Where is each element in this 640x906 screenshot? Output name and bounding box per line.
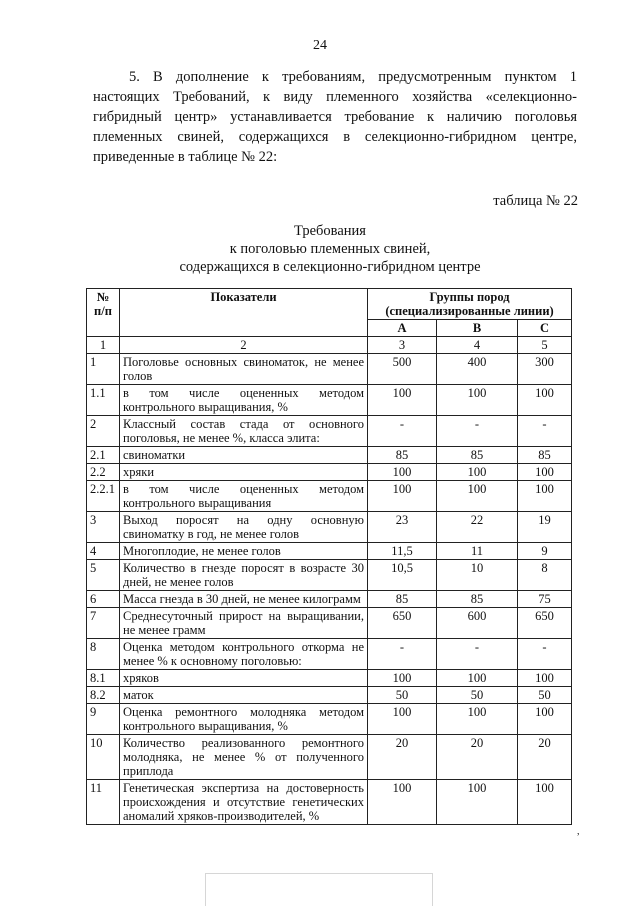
column-number: 2 (120, 337, 368, 354)
header-group-b: В (437, 320, 518, 337)
row-num: 7 (87, 608, 120, 639)
value-a: 100 (368, 464, 437, 481)
table-row (87, 481, 572, 512)
table-row (87, 354, 572, 385)
row-num: 8.1 (87, 670, 120, 687)
row-num: 5 (87, 560, 120, 591)
table-title (0, 222, 640, 276)
row-num: 6 (87, 591, 120, 608)
column-number: 1 (87, 337, 120, 354)
table-row (87, 464, 572, 481)
value-b: 22 (437, 512, 518, 543)
value-a: - (368, 416, 437, 447)
row-indicator: Классный состав стада от основного поголовья, не менее %, класса элита: (120, 416, 368, 447)
value-c: 85 (518, 447, 572, 464)
value-a: 100 (368, 670, 437, 687)
row-indicator: Количество реализованного ремонтного молодняка, не менее % от полученного приплода (120, 735, 368, 780)
value-b: - (437, 416, 518, 447)
table-row (87, 735, 572, 780)
value-a: 100 (368, 481, 437, 512)
header-group-c: С (518, 320, 572, 337)
row-num: 2.1 (87, 447, 120, 464)
value-a: 11,5 (368, 543, 437, 560)
value-b: 100 (437, 385, 518, 416)
value-c: 50 (518, 687, 572, 704)
requirements-table (86, 288, 572, 825)
table-row (87, 385, 572, 416)
row-num: 2.2 (87, 464, 120, 481)
value-c: 650 (518, 608, 572, 639)
table-row (87, 608, 572, 639)
table-row (87, 670, 572, 687)
value-b: 100 (437, 670, 518, 687)
value-a: 100 (368, 780, 437, 825)
title-line-2: к поголовью племенных свиней, (229, 241, 431, 257)
title-line-1: Требования (294, 223, 366, 239)
value-b: 85 (437, 447, 518, 464)
value-a: 10,5 (368, 560, 437, 591)
value-a: 500 (368, 354, 437, 385)
intro-paragraph: 5. В дополнение к требованиям, предусмотренным пунктом 1 настоящих Требований, к виду племенного хозяйства «селекционно-гибридный центр» устанавливается требование к наличию поголовья племенных свиней, содержащихся в селекционно-гибридном центре, приведенные в таблице № 22: (93, 69, 577, 165)
value-c: 8 (518, 560, 572, 591)
value-b: 50 (437, 687, 518, 704)
row-indicator: Среднесуточный прирост на выращивании, не менее грамм (120, 608, 368, 639)
table-row (87, 512, 572, 543)
value-c: 75 (518, 591, 572, 608)
value-c: - (518, 416, 572, 447)
value-c: 100 (518, 704, 572, 735)
table-row (87, 416, 572, 447)
title-line-3: содержащихся в селекционно-гибридном центре (179, 259, 481, 275)
row-num: 8.2 (87, 687, 120, 704)
value-b: 10 (437, 560, 518, 591)
row-indicator: Количество в гнезде поросят в возрасте 30 дней, не менее голов (120, 560, 368, 591)
column-number: 5 (518, 337, 572, 354)
row-num: 4 (87, 543, 120, 560)
footer-mark: , (577, 826, 580, 837)
header-groups: Группы пород (специализированные линии) (368, 289, 572, 320)
row-indicator: маток (120, 687, 368, 704)
value-b: 100 (437, 704, 518, 735)
table-row (87, 639, 572, 670)
value-c: 100 (518, 481, 572, 512)
header-indicator: Показатели (120, 289, 368, 337)
table-row (87, 687, 572, 704)
row-num: 2 (87, 416, 120, 447)
row-indicator: Многоплодие, не менее голов (120, 543, 368, 560)
row-indicator: Оценка методом контрольного откорма не менее % к основному поголовью: (120, 639, 368, 670)
row-num: 1 (87, 354, 120, 385)
row-num: 11 (87, 780, 120, 825)
row-indicator: в том числе оцененных методом контрольного выращивания (120, 481, 368, 512)
value-c: 100 (518, 780, 572, 825)
row-num: 10 (87, 735, 120, 780)
value-c: 9 (518, 543, 572, 560)
row-indicator: Генетическая экспертиза на достоверность происхождения и отсутствие генетических аномалий хряков-производителей, % (120, 780, 368, 825)
value-b: 400 (437, 354, 518, 385)
table-row (87, 560, 572, 591)
table-label: таблица № 22 (493, 193, 578, 209)
value-a: 100 (368, 704, 437, 735)
value-b: 85 (437, 591, 518, 608)
value-c: 100 (518, 385, 572, 416)
value-b: 100 (437, 481, 518, 512)
value-a: 85 (368, 447, 437, 464)
column-number: 3 (368, 337, 437, 354)
table-row (87, 780, 572, 825)
value-a: 100 (368, 385, 437, 416)
row-indicator: Выход поросят на одну основную свиноматку в год, не менее голов (120, 512, 368, 543)
value-a: 20 (368, 735, 437, 780)
row-indicator: хряки (120, 464, 368, 481)
table-row (87, 591, 572, 608)
value-a: 23 (368, 512, 437, 543)
row-num: 2.2.1 (87, 481, 120, 512)
value-a: 85 (368, 591, 437, 608)
row-indicator: Масса гнезда в 30 дней, не менее килограмм (120, 591, 368, 608)
value-b: 11 (437, 543, 518, 560)
header-num: № п/п (87, 289, 120, 337)
row-num: 3 (87, 512, 120, 543)
row-indicator: в том числе оцененных методом контрольного выращивания, % (120, 385, 368, 416)
scan-stamp-frame (205, 873, 433, 906)
value-c: 20 (518, 735, 572, 780)
value-b: 100 (437, 464, 518, 481)
value-b: 100 (437, 780, 518, 825)
value-c: - (518, 639, 572, 670)
row-indicator: свиноматки (120, 447, 368, 464)
table-row (87, 447, 572, 464)
row-indicator: Оценка ремонтного молодняка методом контрольного выращивания, % (120, 704, 368, 735)
header-group-a: А (368, 320, 437, 337)
column-number: 4 (437, 337, 518, 354)
value-a: - (368, 639, 437, 670)
value-b: - (437, 639, 518, 670)
value-c: 19 (518, 512, 572, 543)
value-a: 650 (368, 608, 437, 639)
value-a: 50 (368, 687, 437, 704)
value-b: 600 (437, 608, 518, 639)
row-indicator: хряков (120, 670, 368, 687)
row-num: 9 (87, 704, 120, 735)
value-c: 300 (518, 354, 572, 385)
table-row (87, 543, 572, 560)
table-row (87, 704, 572, 735)
value-b: 20 (437, 735, 518, 780)
row-num: 1.1 (87, 385, 120, 416)
row-indicator: Поголовье основных свиноматок, не менее голов (120, 354, 368, 385)
row-num: 8 (87, 639, 120, 670)
page-number: 24 (313, 38, 327, 53)
value-c: 100 (518, 670, 572, 687)
value-c: 100 (518, 464, 572, 481)
